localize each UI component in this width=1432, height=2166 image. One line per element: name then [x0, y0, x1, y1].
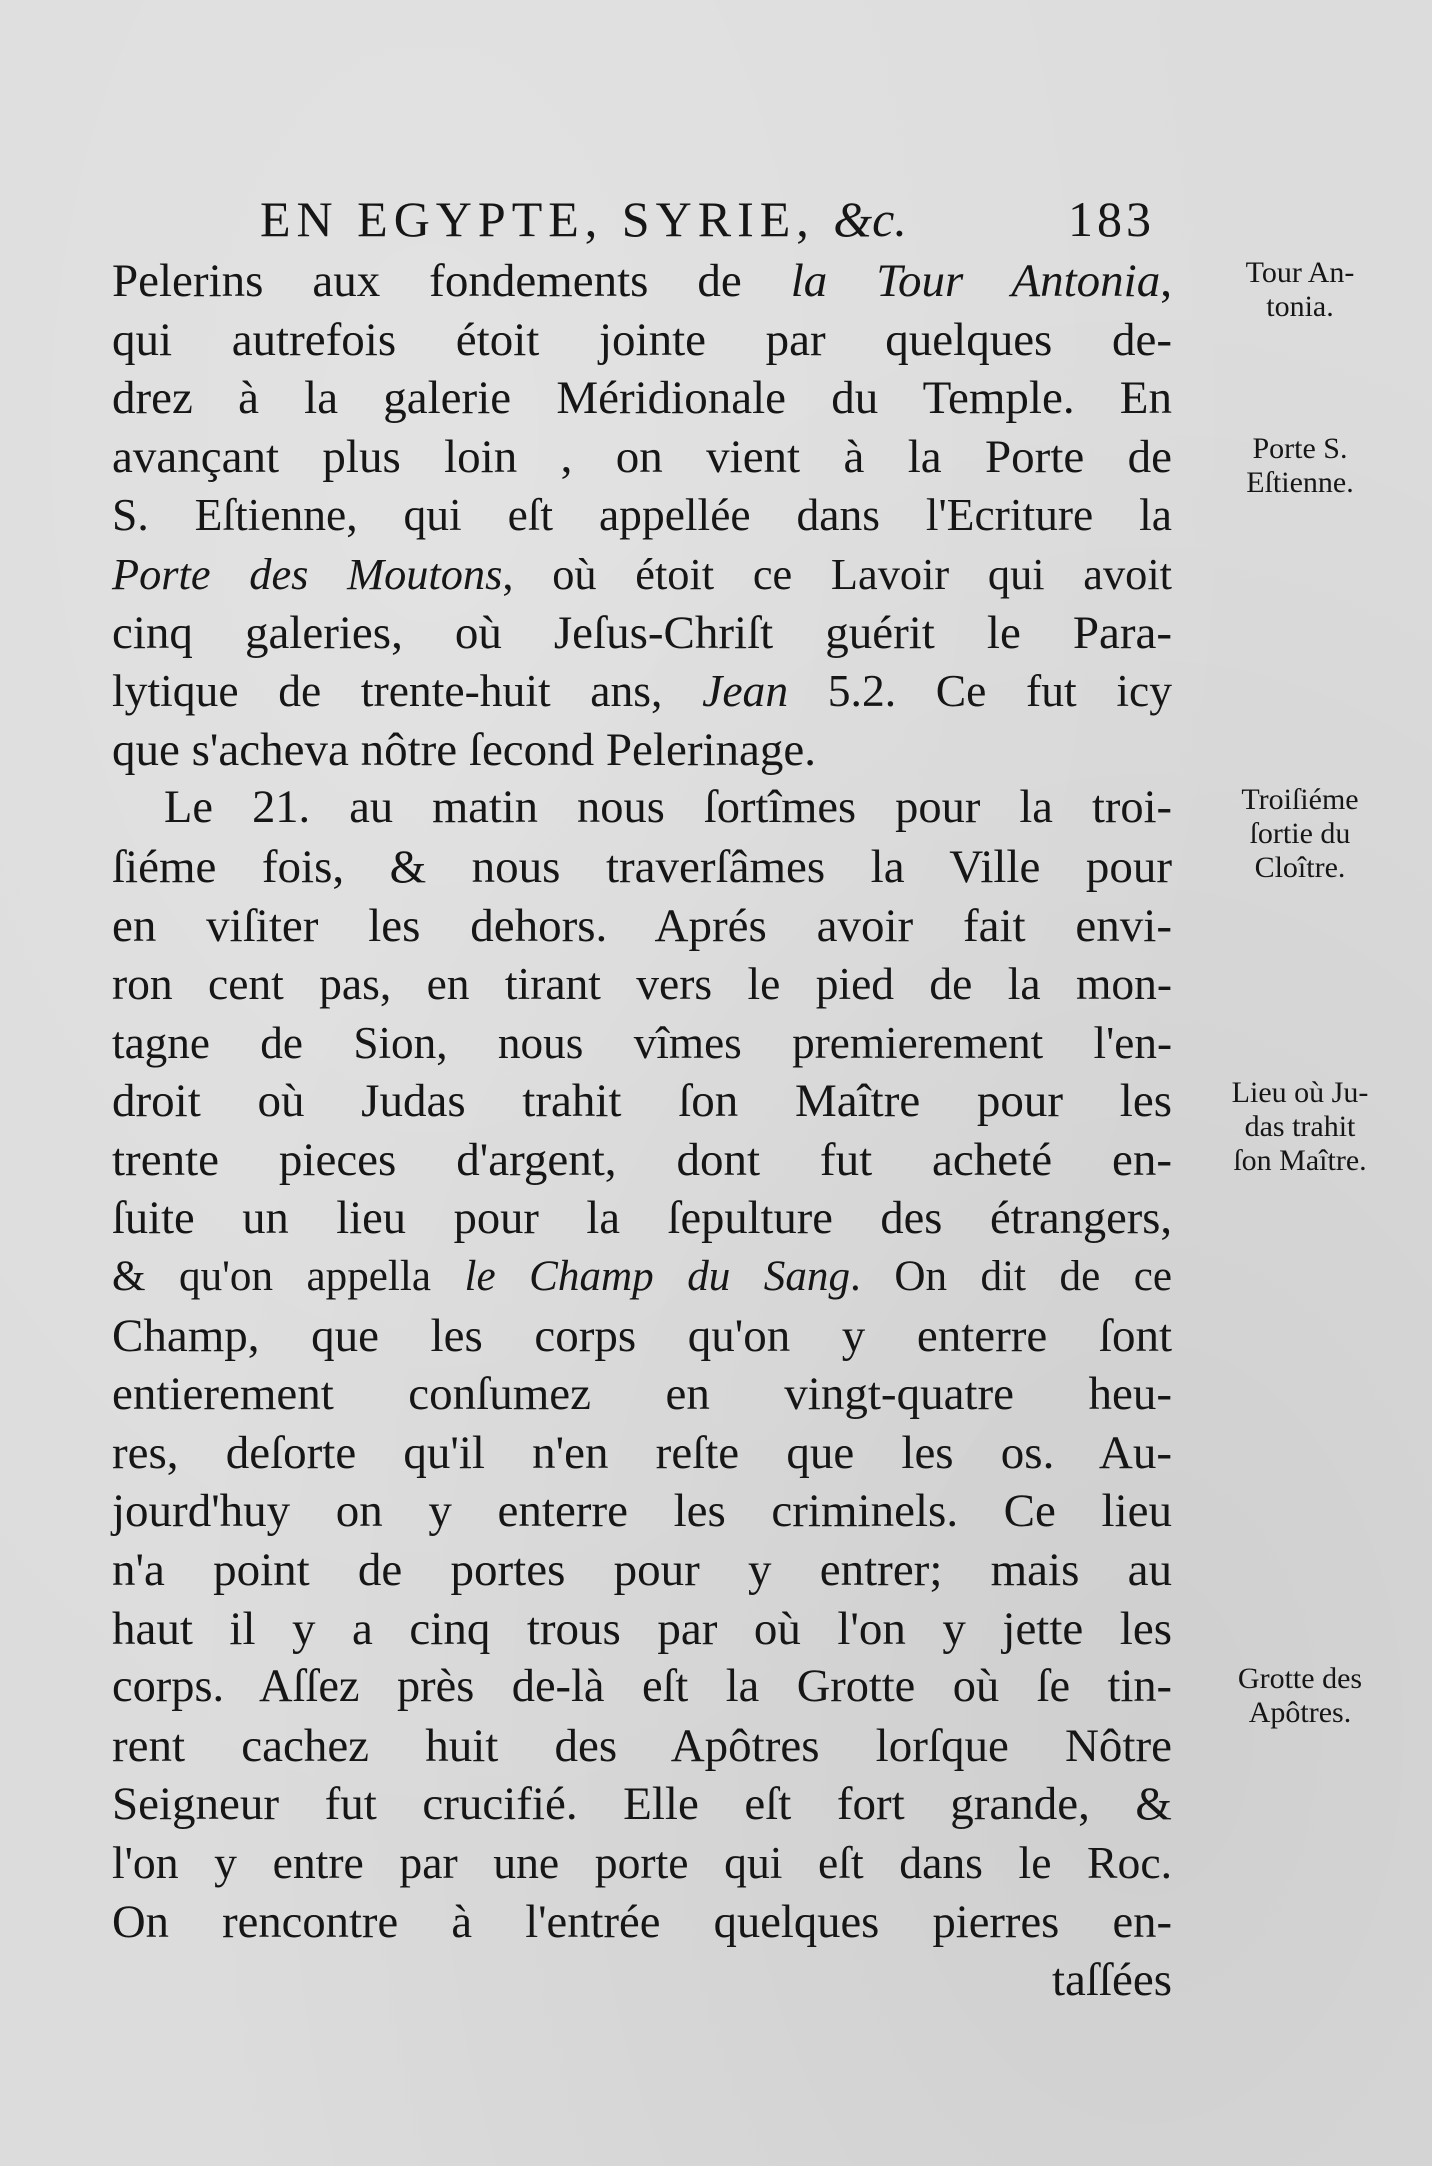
text-line [112, 1541, 1172, 1600]
text-run: drez à la galerie Méridionale du Temple. En [112, 372, 1172, 425]
text-run: corps. Aſſez près de-là eſt la Grotte où ſe tin- [112, 1661, 1172, 1713]
margin-note-line: Tour An- [1245, 256, 1355, 289]
margin-note-line: Cloître. [1254, 851, 1346, 885]
text-run: qui autrefois étoit jointe par quelques de- [112, 313, 1172, 366]
text-line [112, 369, 1172, 428]
running-head-etc: &c. [833, 191, 907, 247]
text-run: Seigneur fut crucifié. Elle eſt fort grande, & [112, 1778, 1172, 1831]
text-line [112, 1658, 1172, 1717]
text-run: l'on y entre par une porte qui eſt dans le Roc. [112, 1837, 1172, 1889]
margin-note [1180, 432, 1420, 500]
margin-note-line: Eſtienne. [1246, 465, 1354, 499]
margin-note-line: das trahit [1244, 1110, 1356, 1144]
text-run: Champ, que les corps qu'on y enterre ſont [112, 1309, 1172, 1362]
text-run: trente pieces d'argent, dont fut acheté en- [112, 1133, 1172, 1186]
text-run: ſiéme fois, & nous traverſâmes la Ville pour [112, 840, 1172, 893]
page-number: 183 [1068, 191, 1155, 247]
text-line [112, 486, 1172, 545]
margin-note-line: ſon Maître. [1233, 1144, 1367, 1178]
text-line [112, 897, 1172, 956]
text-line [112, 604, 1172, 663]
text-line [112, 1307, 1172, 1366]
margin-note [1180, 783, 1420, 885]
text-line [112, 252, 1172, 311]
text-run: droit où Judas trahit ſon Maître pour les [112, 1075, 1172, 1128]
text-run: ron cent pas, en tirant vers le pied de la mon- [112, 958, 1172, 1010]
text-line [112, 1072, 1172, 1131]
text-line [112, 1775, 1172, 1834]
text-run: haut il y a cinq trous par où l'on y jette les [112, 1602, 1172, 1655]
margin-note [1180, 256, 1420, 324]
italic-text: le Champ du Sang [464, 1253, 851, 1301]
text-run: 5.2. Ce fut icy [788, 665, 1172, 717]
running-head: EN EGYPTE, SYRIE, &c. [260, 191, 907, 247]
text-run: , où étoit ce Lavoir qui avoit [502, 548, 1172, 599]
text-line [112, 1600, 1172, 1659]
text-line [112, 1248, 1172, 1307]
text-line [112, 1365, 1172, 1424]
text-run: res, deſorte qu'il n'en reſte que les os. Au- [112, 1426, 1172, 1479]
text-run: , [1160, 255, 1172, 307]
margin-note [1180, 1662, 1420, 1730]
text-line [112, 311, 1172, 370]
text-run: en viſiter les dehors. Aprés avoir fait envi- [112, 899, 1172, 952]
text-run: cinq galeries, où Jeſus-Chriſt guérit le Para- [112, 606, 1172, 659]
text-line [112, 1893, 1172, 1952]
italic-text: Porte des Moutons [112, 548, 503, 599]
text-run: & qu'on appella [112, 1253, 465, 1301]
italic-text: Jean [702, 665, 789, 717]
text-line [112, 1424, 1172, 1483]
margin-note-line: Porte S. [1252, 431, 1348, 465]
margin-note-line: Troiſiéme [1241, 783, 1359, 817]
text-line [112, 955, 1172, 1014]
text-run: lytique de trente-huit ans, [112, 665, 703, 717]
running-header [260, 190, 1160, 248]
text-run: n'a point de portes pour y entrer; mais au [112, 1544, 1172, 1597]
text-run: Pelerins aux fondements de [112, 255, 791, 307]
main-text-block [112, 252, 1172, 2010]
margin-note-line: Lieu où Ju- [1231, 1076, 1369, 1110]
text-run: Le 21. au matin nous ſortîmes pour la troi- [164, 782, 1172, 834]
text-run: jourd'huy on y enterre les criminels. Ce lieu [112, 1485, 1172, 1538]
text-run: tagne de Sion, nous vîmes premierement l'en- [112, 1017, 1172, 1068]
text-line [112, 428, 1172, 487]
text-run: ſuite un lieu pour la ſepulture des étrangers, [112, 1192, 1172, 1244]
margin-note-line: ſortie du [1249, 817, 1351, 851]
text-run: On rencontre à l'entrée quelques pierres en- [112, 1895, 1172, 1948]
text-line [112, 1014, 1172, 1073]
text-run: que s'acheva nôtre ſecond Pelerinage. [112, 723, 817, 776]
text-line [112, 1190, 1172, 1249]
text-line [112, 1482, 1172, 1541]
text-line [112, 779, 1172, 838]
margin-note-line: tonia. [1266, 290, 1334, 323]
margin-note-line: Apôtres. [1248, 1696, 1352, 1730]
text-run: entierement conſumez en vingt-quatre heu- [112, 1368, 1172, 1421]
margin-note-line: Grotte des [1237, 1662, 1363, 1696]
text-line [112, 545, 1172, 604]
text-run: avançant plus loin , on vient à la Porte de [112, 430, 1172, 483]
italic-text: la Tour Antonia [790, 255, 1161, 307]
text-run: S. Eſtienne, qui eſt appellée dans l'Ecriture la [112, 489, 1172, 541]
text-line [112, 1834, 1172, 1893]
margin-note [1180, 1076, 1420, 1178]
text-line [112, 1131, 1172, 1190]
text-line [112, 838, 1172, 897]
text-line [112, 1717, 1172, 1776]
text-run: . On dit de ce [850, 1253, 1172, 1301]
text-line [112, 721, 1172, 780]
catchword: taſſées [1051, 1954, 1172, 2007]
text-run: rent cachez huit des Apôtres lorſque Nôtre [112, 1719, 1172, 1772]
text-line [112, 662, 1172, 721]
